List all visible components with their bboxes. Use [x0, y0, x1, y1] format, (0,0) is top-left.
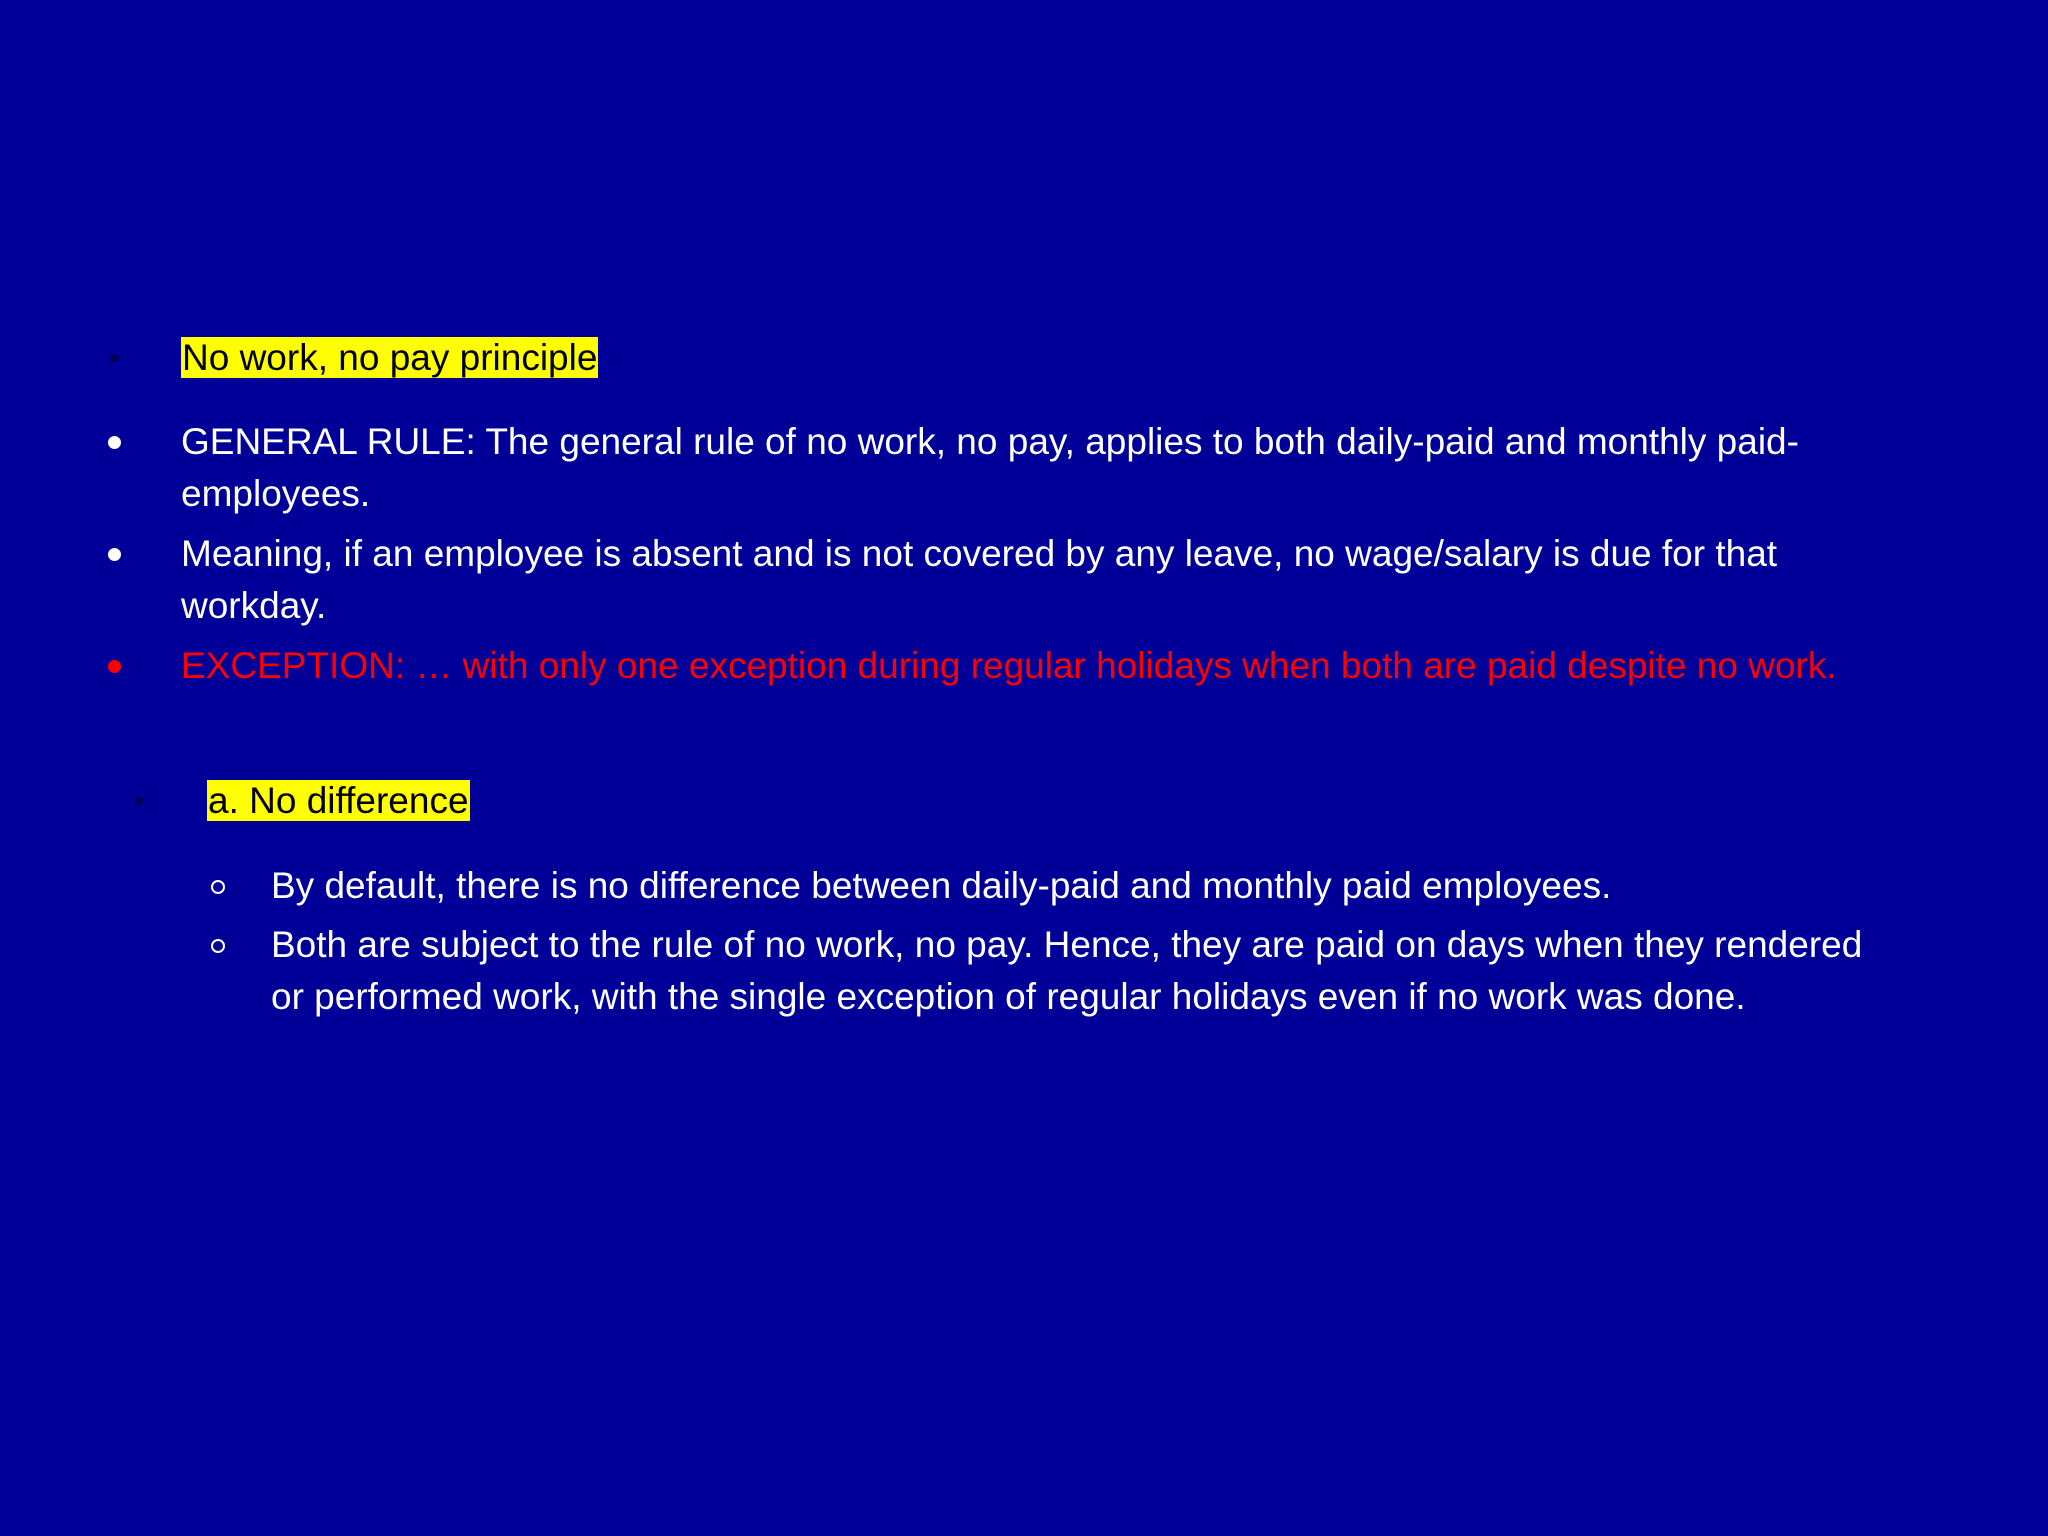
slide-heading: No work, no pay principle [182, 337, 598, 378]
slide-subheading: a. No difference [208, 780, 469, 821]
heading-row [0, 332, 2048, 384]
subpoint-both-subject [0, 919, 2048, 1075]
point-meaning [0, 528, 2048, 632]
subpoint-text: By default, there is no difference between daily-paid and monthly paid employees. [271, 865, 1612, 906]
bullet-icon [110, 354, 118, 362]
bullet-icon [108, 548, 121, 561]
subpoint-text: Both are subject to the rule of no work, no pay. Hence, they are paid on days when they rendered or performed work, with the single exception of regular holidays even if no work was done. [271, 924, 1863, 1017]
circle-bullet-icon [211, 939, 225, 953]
bullet-icon [108, 436, 121, 449]
point-text: EXCEPTION: … with only one exception during regular holidays when both are paid despite no work. [181, 645, 1837, 686]
bullet-icon [108, 660, 121, 673]
bullet-icon [135, 797, 143, 805]
point-text: Meaning, if an employee is absent and is not covered by any leave, no wage/salary is due for that workday. [181, 533, 1778, 626]
circle-bullet-icon [211, 880, 225, 894]
subpoint-default [0, 860, 2048, 912]
subheading-row [0, 775, 2048, 827]
point-text: GENERAL RULE: The general rule of no work, no pay, applies to both daily-paid and monthly paid-employees. [181, 421, 1799, 514]
point-exception [0, 640, 2048, 744]
point-general-rule [0, 416, 2048, 520]
